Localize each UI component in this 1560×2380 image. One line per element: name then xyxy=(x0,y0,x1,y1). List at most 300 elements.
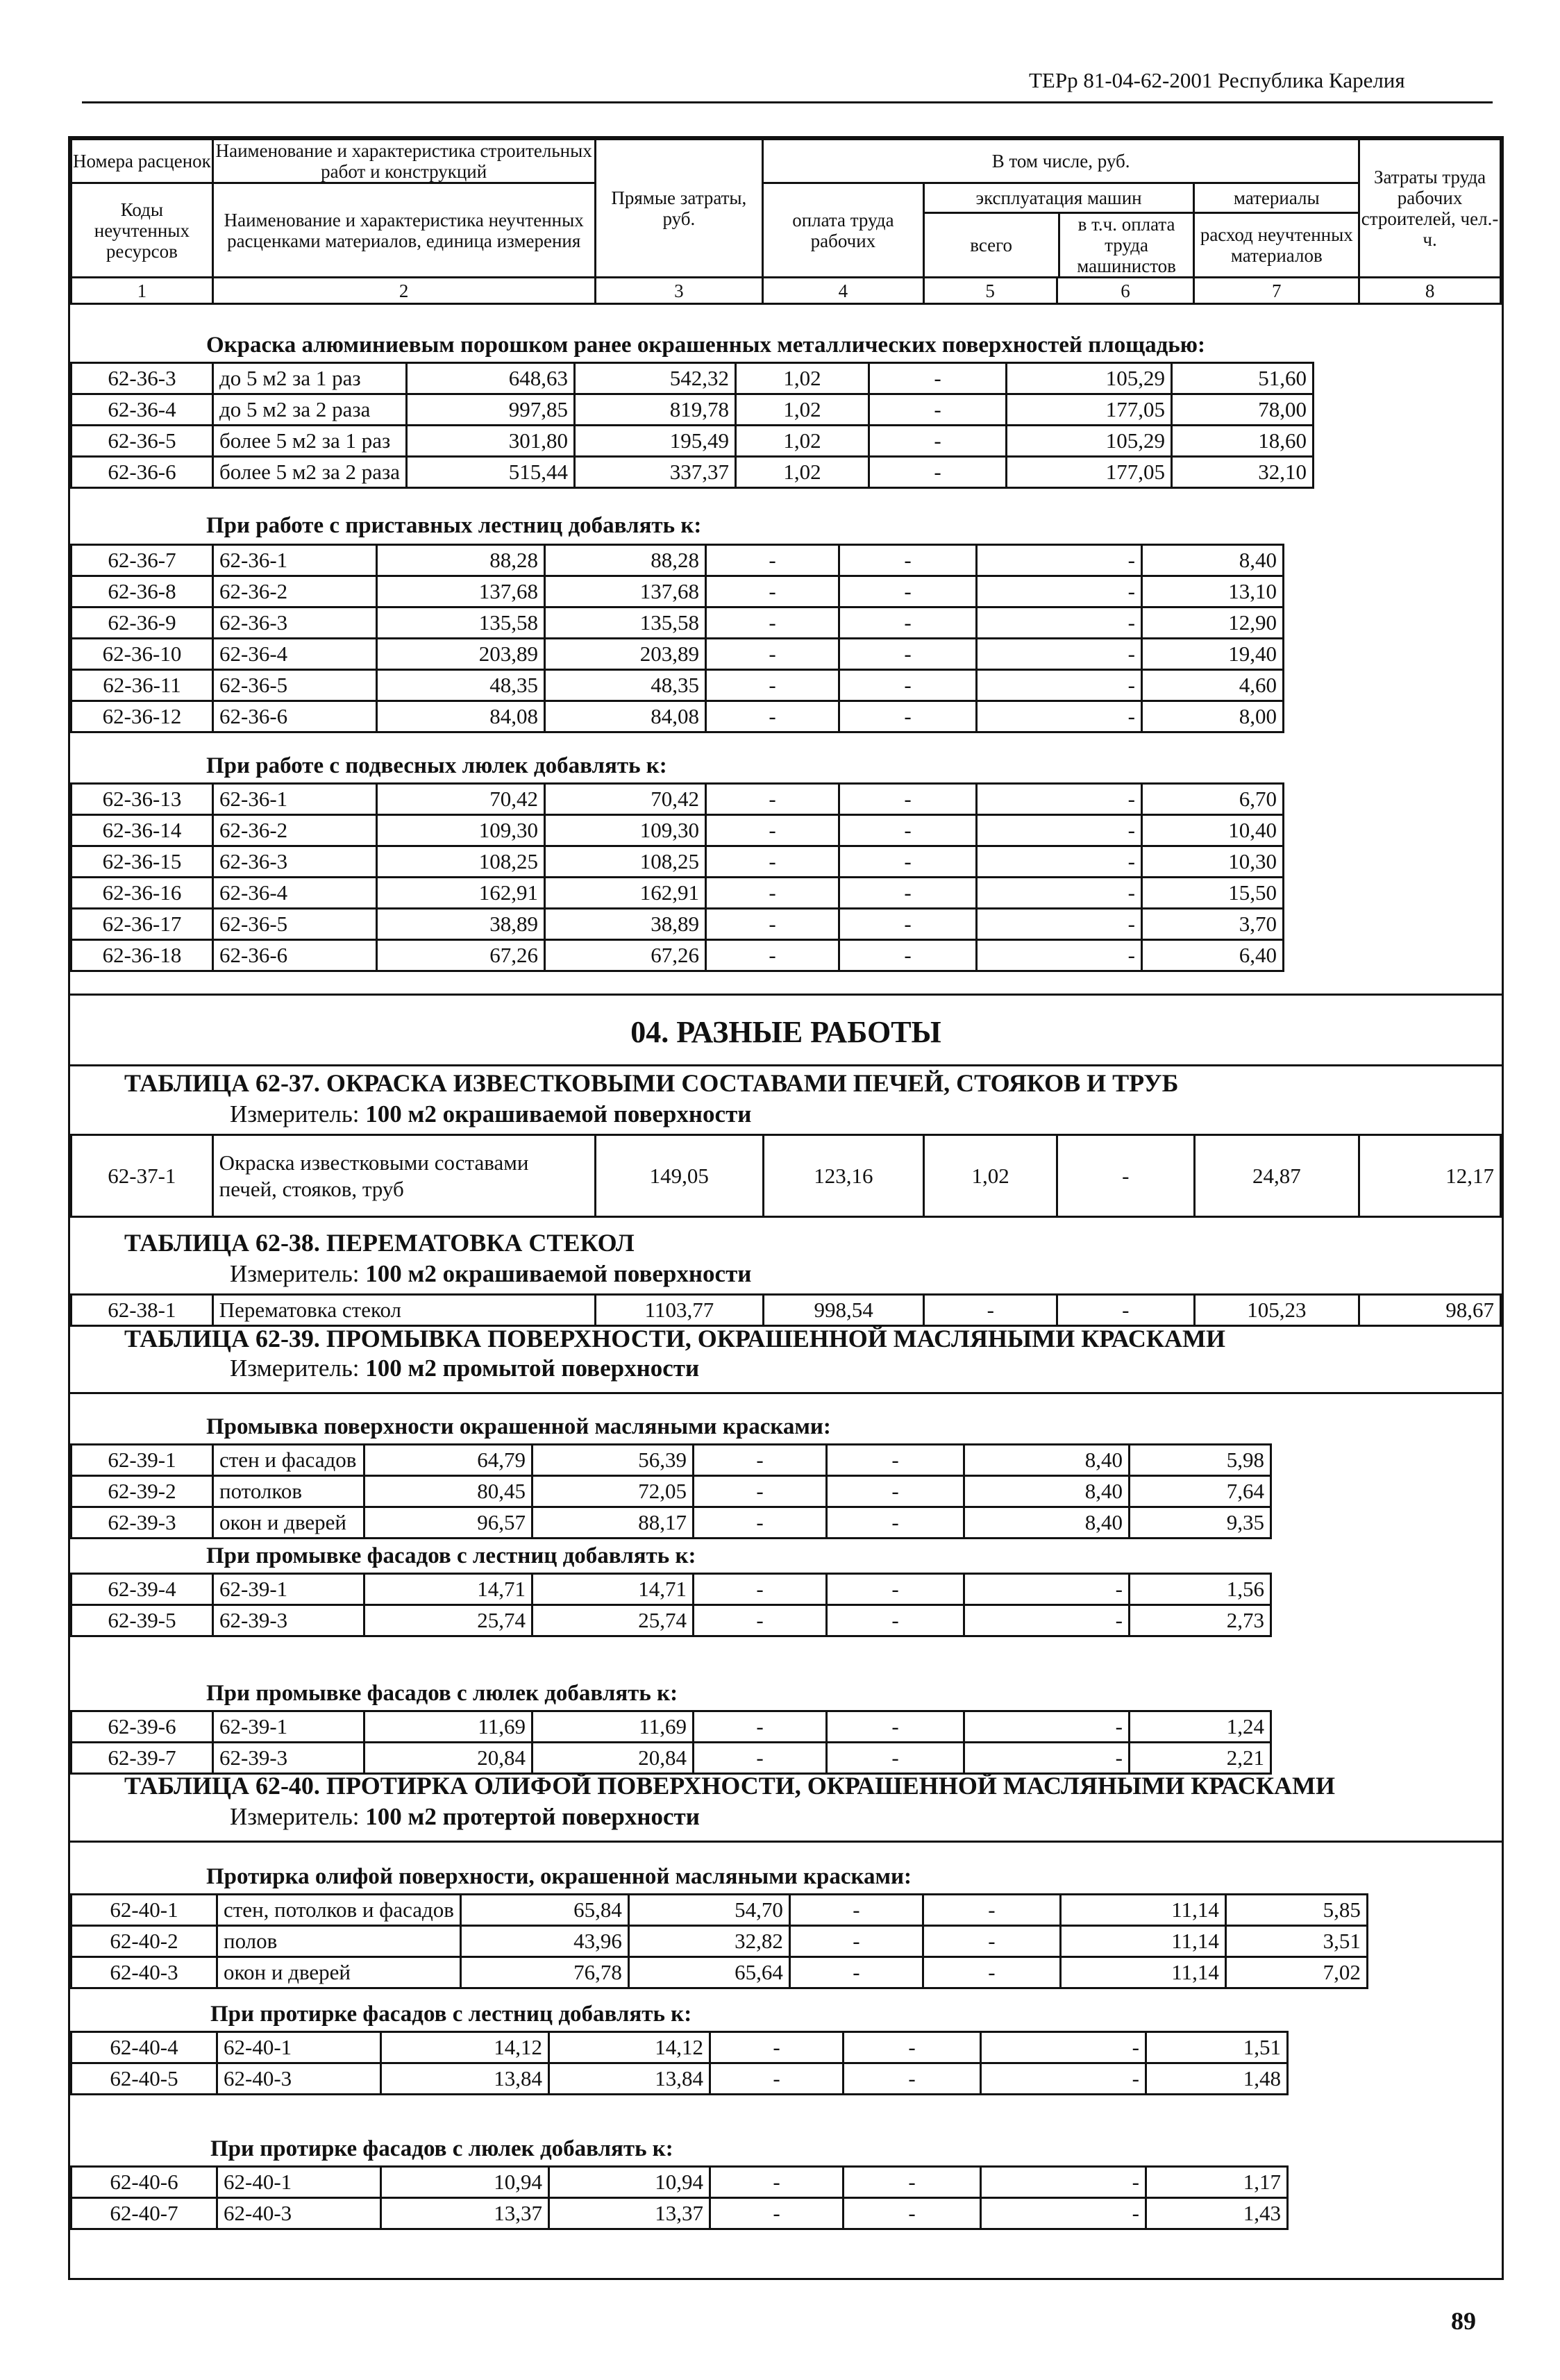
labor-hours: 98,67 xyxy=(1359,1295,1501,1326)
labor-hours: 12,17 xyxy=(1359,1135,1501,1217)
labor-hours: 2,73 xyxy=(1130,1605,1271,1636)
direct-cost: 11,69 xyxy=(364,1711,532,1743)
table-row xyxy=(72,2167,1288,2198)
header-nomer: Номера расценок xyxy=(72,140,213,183)
materials: - xyxy=(981,2032,1146,2063)
labor-hours: 3,70 xyxy=(1142,909,1284,940)
header-naim: Наименование и характеристика строительных работ и конструкций xyxy=(212,140,595,183)
direct-cost: 1103,77 xyxy=(596,1295,764,1326)
machine-total: - xyxy=(706,545,839,576)
rate-code: 62-40-3 xyxy=(72,1957,217,1988)
machinist-pay: - xyxy=(844,2167,981,2198)
table-62-37 xyxy=(70,1134,1502,1218)
materials: - xyxy=(981,2063,1146,2095)
table-row xyxy=(72,607,1284,639)
table-row xyxy=(72,1926,1368,1957)
labor-pay: 25,74 xyxy=(532,1605,694,1636)
rate-description: окон и дверей xyxy=(213,1507,364,1539)
table-title: ТАБЛИЦА 62-39. ПРОМЫВКА ПОВЕРХНОСТИ, ОКРАШЕННОЙ МАСЛЯНЫМИ КРАСКАМИ xyxy=(124,1325,1225,1352)
labor-hours: 13,10 xyxy=(1142,576,1284,607)
table-row xyxy=(72,846,1284,878)
group-title: При протирке фасадов с люлек добавлять к: xyxy=(210,2136,673,2161)
rate-code: 62-36-9 xyxy=(72,607,213,639)
labor-pay: 14,71 xyxy=(532,1574,694,1605)
machine-total: - xyxy=(706,878,839,909)
machinist-pay: - xyxy=(844,2198,981,2229)
labor-hours: 3,51 xyxy=(1225,1926,1367,1957)
labor-pay: 32,82 xyxy=(628,1926,789,1957)
rate-code: 62-40-2 xyxy=(72,1926,217,1957)
labor-pay: 203,89 xyxy=(545,639,706,670)
labor-hours: 19,40 xyxy=(1142,639,1284,670)
machine-total: - xyxy=(706,784,839,815)
table-row xyxy=(72,639,1284,670)
table-row xyxy=(72,940,1284,971)
rate-code: 62-39-4 xyxy=(72,1574,213,1605)
labor-hours: 7,64 xyxy=(1130,1476,1271,1507)
direct-cost: 43,96 xyxy=(460,1926,628,1957)
table-row xyxy=(72,815,1284,846)
table-row xyxy=(72,545,1284,576)
table-title: ТАБЛИЦА 62-37. ОКРАСКА ИЗВЕСТКОВЫМИ СОСТАВАМИ ПЕЧЕЙ, СТОЯКОВ И ТРУБ xyxy=(124,1069,1179,1097)
table-row xyxy=(72,576,1284,607)
direct-cost: 70,42 xyxy=(377,784,545,815)
rate-code: 62-39-5 xyxy=(72,1605,213,1636)
direct-cost: 25,74 xyxy=(364,1605,532,1636)
rate-code: 62-39-7 xyxy=(72,1743,213,1774)
machine-total: - xyxy=(710,2032,844,2063)
labor-pay: 998,54 xyxy=(763,1295,924,1326)
materials: - xyxy=(981,2198,1146,2229)
machinist-pay: - xyxy=(839,909,977,940)
table-row xyxy=(72,2198,1288,2229)
machine-total: - xyxy=(694,1711,827,1743)
direct-cost: 648,63 xyxy=(407,363,575,394)
labor-pay: 56,39 xyxy=(532,1445,694,1476)
rate-description: до 5 м2 за 1 раз xyxy=(213,363,407,394)
rate-code: 62-36-5 xyxy=(72,426,213,457)
rates-table xyxy=(70,2031,1289,2095)
rate-description: стен, потолков и фасадов xyxy=(217,1895,461,1926)
group-title: Окраска алюминиевым порошком ранее окрашенных металлических поверхностей площадью: xyxy=(206,333,1205,358)
column-header xyxy=(70,138,1502,305)
labor-pay: 108,25 xyxy=(545,846,706,878)
header-num: 3 xyxy=(595,278,763,304)
machine-total: - xyxy=(706,846,839,878)
running-header: ТЕРр 81-04-62-2001 Республика Карелия xyxy=(1029,68,1405,92)
header-zatraty: Затраты труда рабочих строителей, чел.-ч. xyxy=(1359,140,1501,278)
labor-pay: 38,89 xyxy=(545,909,706,940)
labor-pay: 13,84 xyxy=(549,2063,710,2095)
labor-hours: 4,60 xyxy=(1142,670,1284,701)
rate-code: 62-36-17 xyxy=(72,909,213,940)
materials: - xyxy=(977,607,1142,639)
group-title: Протирка олифой поверхности, окрашенной масляными красками: xyxy=(206,1864,912,1889)
labor-hours: 1,43 xyxy=(1146,2198,1288,2229)
direct-cost: 64,79 xyxy=(364,1445,532,1476)
measure-line: Измеритель: 100 м2 окрашиваемой поверхности xyxy=(230,1260,752,1287)
machine-total: - xyxy=(706,670,839,701)
direct-cost: 109,30 xyxy=(377,815,545,846)
table-title: ТАБЛИЦА 62-38. ПЕРЕМАТОВКА СТЕКОЛ xyxy=(124,1229,635,1257)
materials: - xyxy=(964,1574,1130,1605)
labor-pay: 123,16 xyxy=(763,1135,924,1217)
machine-total: 1,02 xyxy=(736,457,869,488)
table-row xyxy=(72,394,1314,426)
machinist-pay: - xyxy=(869,363,1007,394)
labor-hours: 1,56 xyxy=(1130,1574,1271,1605)
table-row xyxy=(72,1895,1368,1926)
rates-document xyxy=(68,136,1504,2280)
machine-total: - xyxy=(694,1605,827,1636)
header-naim2: Наименование и характеристика неучтенных расценками материалов, единица измерения xyxy=(212,183,595,278)
table-title: ТАБЛИЦА 62-40. ПРОТИРКА ОЛИФОЙ ПОВЕРХНОСТИ, ОКРАШЕННОЙ МАСЛЯНЫМИ КРАСКАМИ xyxy=(124,1772,1336,1800)
rate-description: Перематовка стекол xyxy=(212,1295,595,1326)
machinist-pay: - xyxy=(869,394,1007,426)
labor-hours: 8,40 xyxy=(1142,545,1284,576)
header-pryamye: Прямые затраты, руб. xyxy=(595,140,763,278)
direct-cost: 20,84 xyxy=(364,1743,532,1774)
table-row xyxy=(72,2032,1288,2063)
rate-code: 62-36-16 xyxy=(72,878,213,909)
machinist-pay: - xyxy=(839,940,977,971)
rate-description: окон и дверей xyxy=(217,1957,461,1988)
rate-description: 62-39-1 xyxy=(213,1574,364,1605)
machinist-pay: - xyxy=(1057,1295,1195,1326)
rate-code: 62-36-4 xyxy=(72,394,213,426)
rates-table xyxy=(70,782,1284,972)
direct-cost: 162,91 xyxy=(377,878,545,909)
labor-hours: 8,00 xyxy=(1142,701,1284,732)
labor-pay: 14,12 xyxy=(549,2032,710,2063)
direct-cost: 135,58 xyxy=(377,607,545,639)
divider xyxy=(70,994,1502,996)
rate-description: 62-36-3 xyxy=(213,846,377,878)
table-row xyxy=(72,1957,1368,1988)
machine-total: - xyxy=(706,607,839,639)
machine-total: - xyxy=(694,1743,827,1774)
header-num: 2 xyxy=(212,278,595,304)
materials: 105,29 xyxy=(1007,426,1172,457)
materials: 105,23 xyxy=(1194,1295,1359,1326)
table-row xyxy=(72,457,1314,488)
table-row xyxy=(72,2063,1288,2095)
labor-pay: 137,68 xyxy=(545,576,706,607)
group-title: При работе с подвесных люлек добавлять к: xyxy=(206,753,667,778)
materials: 177,05 xyxy=(1007,394,1172,426)
materials: 105,29 xyxy=(1007,363,1172,394)
materials: 11,14 xyxy=(1060,1957,1225,1988)
labor-pay: 819,78 xyxy=(575,394,736,426)
direct-cost: 997,85 xyxy=(407,394,575,426)
rate-code: 62-36-10 xyxy=(72,639,213,670)
table-row xyxy=(72,1507,1271,1539)
materials: 8,40 xyxy=(964,1445,1130,1476)
rate-description: более 5 м2 за 2 раза xyxy=(213,457,407,488)
page-number: 89 xyxy=(1451,2307,1476,2335)
labor-hours: 9,35 xyxy=(1130,1507,1271,1539)
rate-description: стен и фасадов xyxy=(213,1445,364,1476)
rate-description: 62-36-1 xyxy=(213,545,377,576)
table-row xyxy=(72,670,1284,701)
measure-line: Измеритель: 100 м2 протертой поверхности xyxy=(230,1803,700,1830)
machine-total: - xyxy=(706,576,839,607)
labor-pay: 88,28 xyxy=(545,545,706,576)
machinist-pay: - xyxy=(923,1926,1060,1957)
labor-pay: 84,08 xyxy=(545,701,706,732)
rate-code: 62-36-18 xyxy=(72,940,213,971)
direct-cost: 203,89 xyxy=(377,639,545,670)
direct-cost: 67,26 xyxy=(377,940,545,971)
table-row xyxy=(72,784,1284,815)
rate-code: 62-40-5 xyxy=(72,2063,217,2095)
rate-description: 62-36-5 xyxy=(213,670,377,701)
labor-hours: 1,24 xyxy=(1130,1711,1271,1743)
labor-hours: 6,70 xyxy=(1142,784,1284,815)
rate-description: до 5 м2 за 2 раза xyxy=(213,394,407,426)
header-ekspl: эксплуатация машин xyxy=(925,184,1193,214)
machinist-pay: - xyxy=(839,545,977,576)
materials: 11,14 xyxy=(1060,1895,1225,1926)
rate-description: 62-40-1 xyxy=(217,2167,381,2198)
labor-pay: 195,49 xyxy=(575,426,736,457)
machinist-pay: - xyxy=(839,784,977,815)
header-num: 4 xyxy=(763,278,924,304)
table-62-38 xyxy=(70,1293,1502,1327)
labor-hours: 2,21 xyxy=(1130,1743,1271,1774)
rate-code: 62-36-13 xyxy=(72,784,213,815)
machine-total: - xyxy=(924,1295,1057,1326)
labor-pay: 48,35 xyxy=(545,670,706,701)
section-title: 04. РАЗНЫЕ РАБОТЫ xyxy=(630,1015,941,1049)
table-row xyxy=(72,1445,1271,1476)
machinist-pay: - xyxy=(839,846,977,878)
header-vsego: всего xyxy=(925,214,1060,276)
rate-description: 62-36-2 xyxy=(213,815,377,846)
materials: 11,14 xyxy=(1060,1926,1225,1957)
direct-cost: 88,28 xyxy=(377,545,545,576)
direct-cost: 515,44 xyxy=(407,457,575,488)
rate-code: 62-39-3 xyxy=(72,1507,213,1539)
rate-code: 62-36-8 xyxy=(72,576,213,607)
direct-cost: 13,84 xyxy=(381,2063,549,2095)
labor-pay: 88,17 xyxy=(532,1507,694,1539)
labor-pay: 70,42 xyxy=(545,784,706,815)
rate-description: 62-39-1 xyxy=(213,1711,364,1743)
group-title: При промывке фасадов с лестниц добавлять к: xyxy=(206,1543,696,1568)
machinist-pay: - xyxy=(839,607,977,639)
machinist-pay: - xyxy=(827,1445,964,1476)
labor-hours: 1,17 xyxy=(1146,2167,1288,2198)
rate-code: 62-38-1 xyxy=(72,1295,213,1326)
table-row xyxy=(72,1476,1271,1507)
labor-hours: 10,30 xyxy=(1142,846,1284,878)
header-rashod: расход неучтенных материалов xyxy=(1200,224,1353,266)
machinist-pay: - xyxy=(923,1895,1060,1926)
header-num: 1 xyxy=(72,278,213,304)
machinist-pay: - xyxy=(923,1957,1060,1988)
machinist-pay: - xyxy=(839,815,977,846)
machine-total: - xyxy=(706,815,839,846)
materials: - xyxy=(977,878,1142,909)
materials: 177,05 xyxy=(1007,457,1172,488)
rates-table xyxy=(70,1893,1368,1989)
labor-pay: 65,64 xyxy=(628,1957,789,1988)
rate-description: 62-36-5 xyxy=(213,909,377,940)
machinist-pay: - xyxy=(844,2063,981,2095)
machine-total: - xyxy=(710,2167,844,2198)
materials: - xyxy=(981,2167,1146,2198)
labor-hours: 1,51 xyxy=(1146,2032,1288,2063)
machine-total: - xyxy=(706,701,839,732)
table-row xyxy=(72,426,1314,457)
machine-total: - xyxy=(694,1507,827,1539)
rate-description: 62-40-3 xyxy=(217,2063,381,2095)
machinist-pay: - xyxy=(839,576,977,607)
machinist-pay: - xyxy=(827,1476,964,1507)
header-num: 5 xyxy=(923,278,1057,304)
table-row xyxy=(72,1605,1271,1636)
machine-total: 1,02 xyxy=(736,363,869,394)
labor-hours: 12,90 xyxy=(1142,607,1284,639)
machinist-pay: - xyxy=(827,1743,964,1774)
rate-code: 62-39-6 xyxy=(72,1711,213,1743)
machinist-pay: - xyxy=(869,457,1007,488)
machine-total: - xyxy=(694,1574,827,1605)
rate-description: 62-39-3 xyxy=(213,1743,364,1774)
rate-code: 62-36-7 xyxy=(72,545,213,576)
divider xyxy=(70,1392,1502,1394)
rate-description: Окраска известковыми составами печей, стояков, труб xyxy=(212,1135,595,1217)
machine-total: 1,02 xyxy=(736,394,869,426)
direct-cost: 65,84 xyxy=(460,1895,628,1926)
rates-table xyxy=(70,544,1284,733)
rates-table xyxy=(70,1710,1272,1775)
table-row xyxy=(72,1711,1271,1743)
rate-description: 62-36-2 xyxy=(213,576,377,607)
materials: - xyxy=(977,815,1142,846)
labor-hours: 1,48 xyxy=(1146,2063,1288,2095)
table-row xyxy=(72,701,1284,732)
labor-hours: 15,50 xyxy=(1142,878,1284,909)
header-num: 7 xyxy=(1194,278,1359,304)
machinist-pay: - xyxy=(839,878,977,909)
labor-hours: 6,40 xyxy=(1142,940,1284,971)
machine-total: - xyxy=(789,1926,923,1957)
labor-pay: 67,26 xyxy=(545,940,706,971)
header-vtch: в т.ч. оплата труда машинистов xyxy=(1077,214,1176,276)
labor-pay: 109,30 xyxy=(545,815,706,846)
rate-code: 62-39-1 xyxy=(72,1445,213,1476)
machine-total: - xyxy=(789,1957,923,1988)
measure-line: Измеритель: 100 м2 промытой поверхности xyxy=(230,1355,700,1382)
direct-cost: 38,89 xyxy=(377,909,545,940)
group-title: При работе с приставных лестниц добавлять к: xyxy=(206,513,702,538)
rate-code: 62-36-12 xyxy=(72,701,213,732)
materials: 8,40 xyxy=(964,1507,1130,1539)
direct-cost: 76,78 xyxy=(460,1957,628,1988)
rate-description: более 5 м2 за 1 раз xyxy=(213,426,407,457)
rate-description: 62-36-3 xyxy=(213,607,377,639)
header-kody: Коды неучтенных ресурсов xyxy=(72,183,213,278)
measure-line: Измеритель: 100 м2 окрашиваемой поверхности xyxy=(230,1100,752,1128)
labor-hours: 78,00 xyxy=(1172,394,1314,426)
machine-total: 1,02 xyxy=(924,1135,1057,1217)
machinist-pay: - xyxy=(844,2032,981,2063)
materials: - xyxy=(964,1743,1130,1774)
direct-cost: 108,25 xyxy=(377,846,545,878)
materials: - xyxy=(964,1605,1130,1636)
labor-hours: 5,98 xyxy=(1130,1445,1271,1476)
rate-description: 62-36-4 xyxy=(213,878,377,909)
materials: - xyxy=(977,940,1142,971)
rate-description: 62-40-3 xyxy=(217,2198,381,2229)
table-row xyxy=(72,1743,1271,1774)
machine-total: - xyxy=(694,1476,827,1507)
labor-hours: 5,85 xyxy=(1225,1895,1367,1926)
labor-hours: 7,02 xyxy=(1225,1957,1367,1988)
rate-description: 62-39-3 xyxy=(213,1605,364,1636)
rate-description: 62-36-1 xyxy=(213,784,377,815)
machinist-pay: - xyxy=(839,670,977,701)
rate-code: 62-37-1 xyxy=(72,1135,213,1217)
rate-code: 62-40-4 xyxy=(72,2032,217,2063)
materials: 24,87 xyxy=(1194,1135,1359,1217)
machinist-pay: - xyxy=(839,701,977,732)
labor-pay: 135,58 xyxy=(545,607,706,639)
rate-description: 62-36-4 xyxy=(213,639,377,670)
rate-description: потолков xyxy=(213,1476,364,1507)
machinist-pay: - xyxy=(827,1605,964,1636)
materials: - xyxy=(977,846,1142,878)
table-row xyxy=(72,1574,1271,1605)
header-rule xyxy=(82,101,1493,103)
rate-code: 62-36-6 xyxy=(72,457,213,488)
header-materialy: материалы xyxy=(1195,184,1358,214)
rates-table xyxy=(70,1573,1272,1637)
machinist-pay: - xyxy=(839,639,977,670)
rate-code: 62-40-7 xyxy=(72,2198,217,2229)
group-title: При протирке фасадов с лестниц добавлять к: xyxy=(210,2002,692,2027)
materials: - xyxy=(977,784,1142,815)
table-row xyxy=(72,909,1284,940)
materials: - xyxy=(977,670,1142,701)
labor-pay: 72,05 xyxy=(532,1476,694,1507)
materials: - xyxy=(964,1711,1130,1743)
machine-total: - xyxy=(706,639,839,670)
labor-pay: 337,37 xyxy=(575,457,736,488)
header-vtom: В том числе, руб. xyxy=(763,140,1359,183)
direct-cost: 13,37 xyxy=(381,2198,549,2229)
direct-cost: 301,80 xyxy=(407,426,575,457)
divider xyxy=(70,1064,1502,1066)
machine-total: - xyxy=(694,1445,827,1476)
direct-cost: 14,12 xyxy=(381,2032,549,2063)
header-oplata: оплата труда рабочих xyxy=(763,183,924,278)
machine-total: - xyxy=(706,909,839,940)
rate-code: 62-36-11 xyxy=(72,670,213,701)
rate-description: 62-36-6 xyxy=(213,940,377,971)
materials: - xyxy=(977,545,1142,576)
machine-total: - xyxy=(710,2198,844,2229)
machine-total: - xyxy=(789,1895,923,1926)
rate-code: 62-36-15 xyxy=(72,846,213,878)
machinist-pay: - xyxy=(827,1711,964,1743)
direct-cost: 137,68 xyxy=(377,576,545,607)
machinist-pay: - xyxy=(869,426,1007,457)
direct-cost: 10,94 xyxy=(381,2167,549,2198)
direct-cost: 149,05 xyxy=(595,1135,763,1217)
